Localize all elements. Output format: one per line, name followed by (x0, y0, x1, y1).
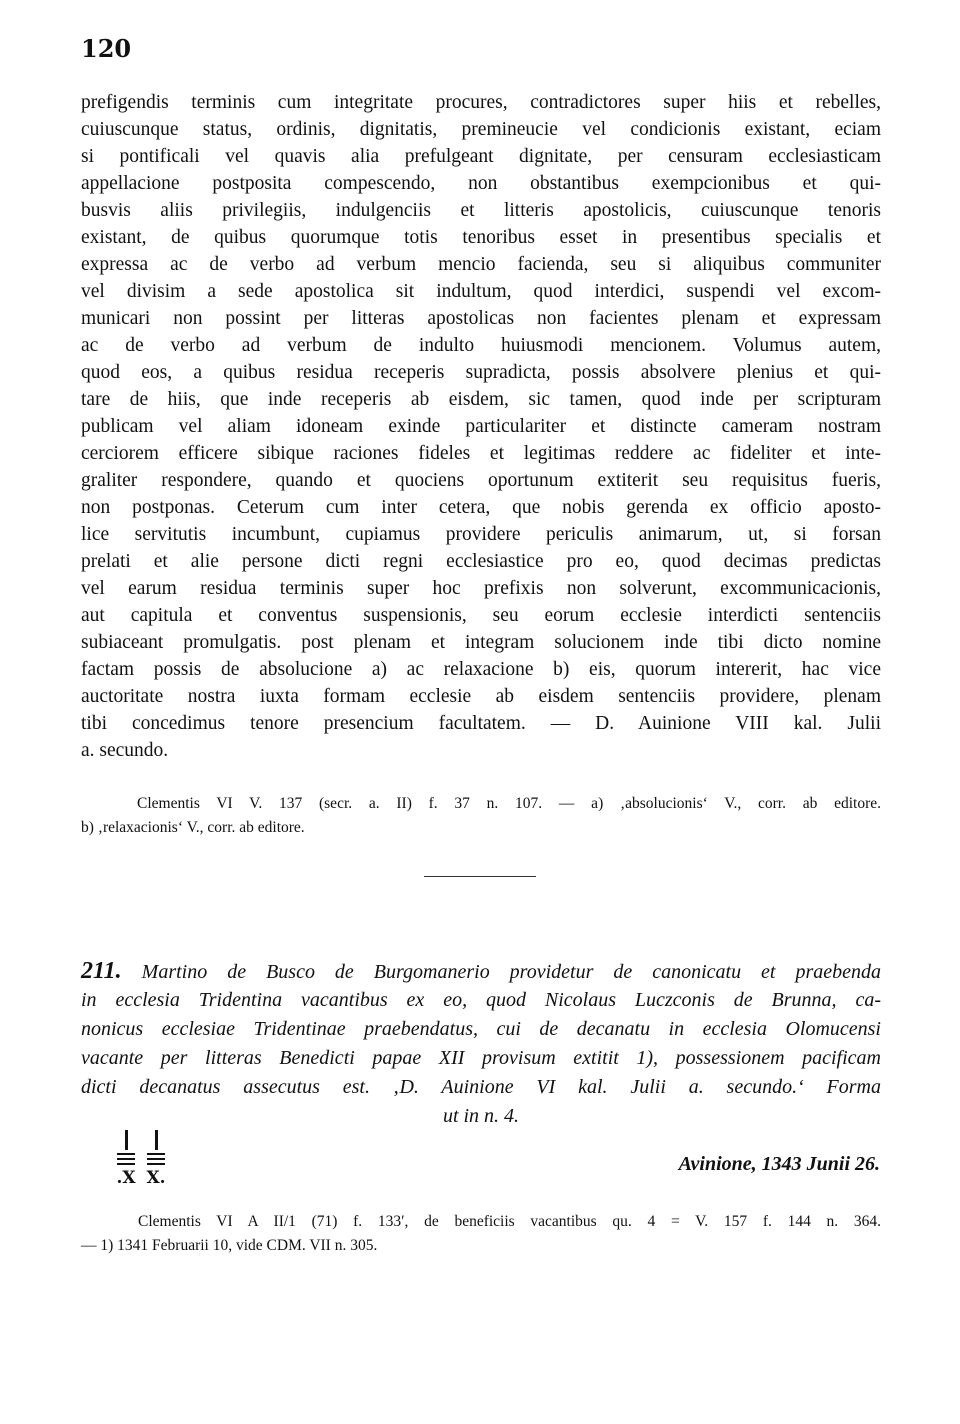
body-line: prelati et alie persone dicti regni ecclesiastice pro eo, quod decimas predictas (81, 551, 881, 572)
marginal-marks (113, 1130, 183, 1202)
body-line: municari non possint per litteras apostolicas non facientes plenam et expressam (81, 308, 881, 329)
marginal-mark-left-label: .X (116, 1168, 136, 1188)
body-line: cerciorem efficere sibique raciones fideles et legitimas reddere ac fideliter et inte- (81, 443, 881, 464)
body-line: expressa ac de verbo ad verbum mencio facienda, seu si aliquibus communiter (81, 254, 881, 275)
body-line: lice servitutis incumbunt, cupiamus providere periculis animarum, ut, si forsan (81, 524, 881, 545)
body-line: tare de hiis, que inde receperis ab eisdem, sic tamen, quod inde per scripturam (81, 389, 881, 410)
body-line: existant, de quibus quorumque totis tenoribus esset in presentibus specialis et (81, 227, 881, 248)
regest-line: vacante per litteras Benedicti papae XII provisum extitit 1), possessionem pacificam (81, 1047, 881, 1069)
body-line: graliter respondere, quando et quociens oportunum extiterit seu requisitus fueris, (81, 470, 881, 491)
body-line: publicam vel aliam idoneam exinde particulariter et distincte cameram nostram (81, 416, 881, 437)
source-notes (81, 1210, 881, 1258)
body-line: subiaceant promulgatis. post plenam et integram solucionem inde tibi dicto nomine (81, 632, 881, 653)
body-line: si pontificali vel quavis alia prefulgeant dignitate, per censuram ecclesiasticam (81, 146, 881, 167)
body-line: ac de verbo ad verbum de indulto huiusmodi mencionem. Volumus autem, (81, 335, 881, 356)
page-number: 1​20 (81, 34, 132, 63)
regest-line: dicti decanatus assecutus est. ‚D. Auinione VI kal. Julii a. secundo.‘ Forma (81, 1076, 881, 1098)
marginal-mark-right (143, 1130, 169, 1202)
regest-line: in ecclesia Tridentina vacantibus ex eo, quod Nicolaus Luczconis de Brunna, ca- (81, 989, 881, 1011)
body-line: appellacione postposita compescendo, non obstantibus exempcionibus et qui- (81, 173, 881, 194)
body-line: busvis aliis privilegiis, indulgenciis et litteris apostolicis, cuiuscunque tenoris (81, 200, 881, 221)
regest-line (81, 957, 881, 986)
footnote-line: Clementis VI V. 137 (secr. a. II) f. 37 n. 107. — a) ‚absolucionis‘ V., corr. ab editore. (137, 795, 881, 812)
regest (81, 957, 881, 1131)
body-line: aut capitula et conventus suspensionis, seu eorum ecclesie interdicti sentenciis (81, 605, 881, 626)
body-line: quod eos, a quibus residua receperis supradicta, possis absolvere plenius et qui- (81, 362, 881, 383)
source-line: — 1) 1341 Februarii 10, vide CDM. VII n. 305. (81, 1237, 378, 1254)
item-number: 211. (81, 958, 122, 984)
regest-line: nonicus ecclesiae Tridentinae praebendatus, cui de decanatu in ecclesia Olomucensi (81, 1018, 881, 1040)
body-line: a. secundo. (81, 740, 169, 761)
source-line: Clementis VI A II/1 (71) f. 133′, de beneficiis vacantibus qu. 4 = V. 157 f. 144 n. 364. (138, 1213, 881, 1230)
body-line: factam possis de absolucione a) ac relaxacione b) eis, quorum intererit, hac vice (81, 659, 881, 680)
body-line: non postponas. Ceterum cum inter cetera, que nobis gerenda ex officio aposto- (81, 497, 881, 518)
body-line: auctoritate nostra iuxta formam ecclesie ab eisdem sentenciis providere, plenam (81, 686, 881, 707)
body-text (81, 89, 881, 764)
body-line: prefigendis terminis cum integritate procures, contradictores super hiis et rebelles, (81, 92, 881, 113)
marginal-mark-left (113, 1130, 139, 1202)
body-line: cuiuscunque status, ordinis, dignitatis, premineucie vel condicionis existant, eciam (81, 119, 881, 140)
body-line: vel earum residua terminis super hoc prefixis non solverunt, excommunicacionis, (81, 578, 881, 599)
footnote-line: b) ‚relaxacionis‘ V., corr. ab editore. (81, 819, 305, 836)
regest-line: ut in n. 4. (442, 1105, 520, 1127)
body-line: vel divisim a sede apostolica sit indultum, quod interdici, suspendi vel excom- (81, 281, 881, 302)
body-line: tibi concedimus tenore presencium facultatem. — D. Auinione VIII kal. Julii (81, 713, 881, 734)
date-line: Avinione, 1343 Junii 26. (678, 1153, 880, 1175)
section-separator (424, 876, 536, 877)
regest-text: Martino de Busco de Burgomanerio providetur de canonicatu et praebenda (141, 961, 882, 983)
footnotes (81, 792, 881, 840)
marginal-mark-right-label: X. (146, 1168, 166, 1188)
